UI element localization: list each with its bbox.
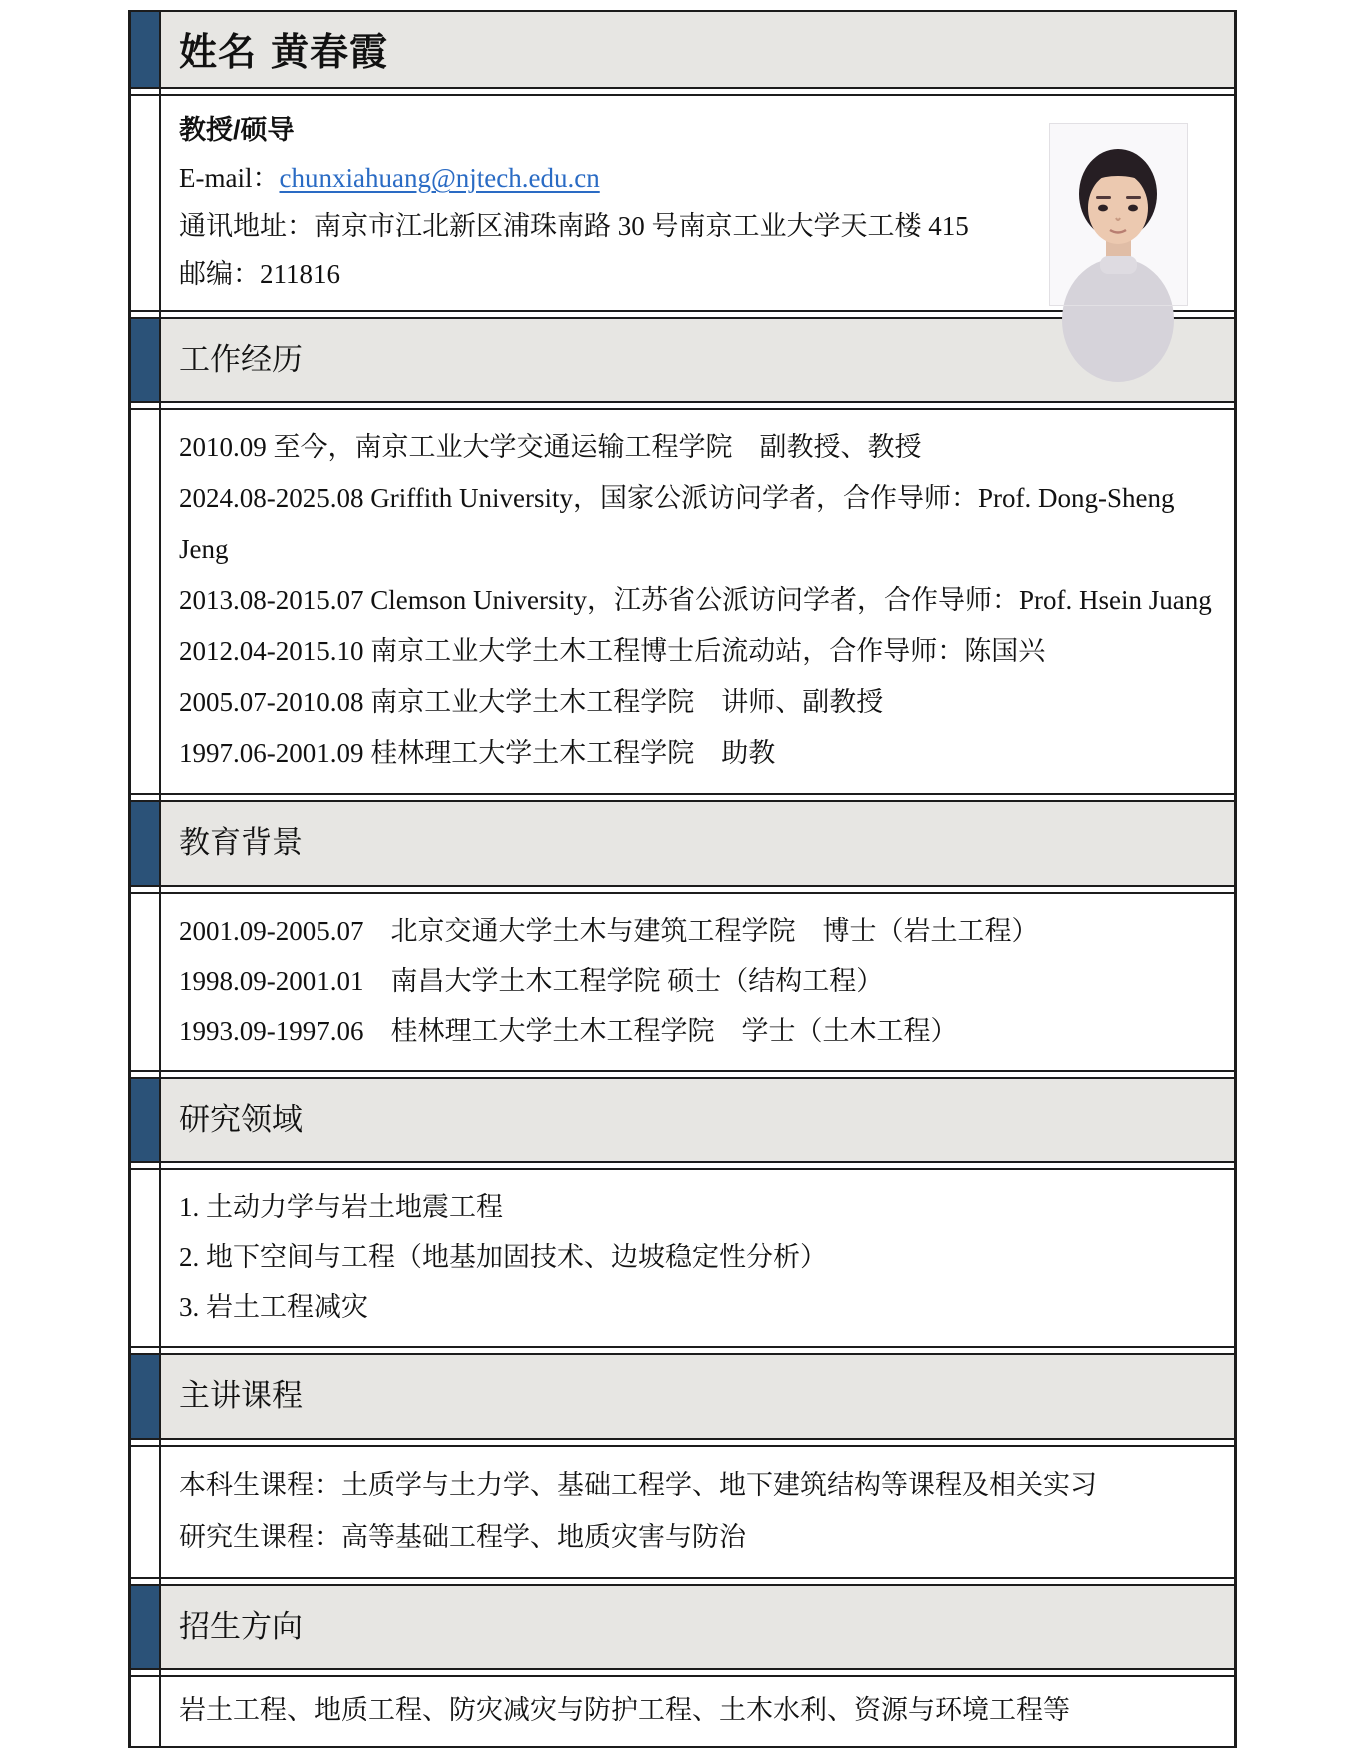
marker-cell <box>128 1677 161 1746</box>
courses-list <box>161 1447 1237 1577</box>
section-marker-blue <box>128 1586 161 1668</box>
marker-column-rule <box>159 10 161 1748</box>
admissions-item: 岩土工程、地质工程、防灾减灾与防护工程、土木水利、资源与环境工程等 <box>179 1694 1070 1725</box>
courses-header-cell <box>161 1355 1237 1437</box>
work-item: 2005.07-2010.08 南京工业大学土木工程学院 讲师、副教授 <box>179 687 884 718</box>
section-marker-blue <box>128 319 161 401</box>
research-list <box>161 1170 1237 1346</box>
contact-cell <box>161 96 1237 310</box>
education-list <box>161 894 1237 1070</box>
work-list <box>161 410 1237 793</box>
course-item: 研究生课程：高等基础工程学、地质灾害与防治 <box>179 1521 746 1552</box>
section-marker-blue <box>128 12 161 87</box>
education-header-cell <box>161 802 1237 884</box>
portrait-photo-illustration <box>1050 124 1187 305</box>
section-marker-blue <box>128 1079 161 1161</box>
email-label: E-mail： <box>179 163 280 193</box>
table-right-border <box>1234 10 1237 1748</box>
work-item: 2024.08-2025.08 Griffith University，国家公派访问学者，合作导师：Prof. Dong-Sheng Jeng <box>179 483 1175 565</box>
work-content-row <box>128 408 1237 795</box>
position-title: 教授/硕导 <box>179 115 295 145</box>
course-item: 本科生课程：土质学与土力学、基础工程学、地下建筑结构等课程及相关实习 <box>179 1469 1097 1500</box>
postcode-value: 211816 <box>260 259 340 289</box>
admissions-header-cell <box>161 1586 1237 1668</box>
section-title-work: 工作经历 <box>179 342 303 377</box>
work-item: 2010.09 至今，南京工业大学交通运输工程学院 副教授、教授 <box>179 432 922 463</box>
work-item: 2013.08-2015.07 Clemson University，江苏省公派访问学者，合作导师：Prof. Hsein Juang <box>179 585 1212 616</box>
section-marker-blue <box>128 802 161 884</box>
research-header-cell <box>161 1079 1237 1161</box>
name-header-cell <box>161 12 1237 87</box>
marker-cell <box>128 410 161 793</box>
person-name: 黄春霞 <box>271 32 389 74</box>
section-title-admissions: 招生方向 <box>179 1608 303 1644</box>
page-title <box>179 21 1219 76</box>
table-left-border <box>128 10 131 1748</box>
research-content-row <box>128 1168 1237 1348</box>
section-title-courses: 主讲课程 <box>179 1378 303 1414</box>
admissions-header-row <box>128 1584 1237 1670</box>
section-title-education: 教育背景 <box>179 825 303 861</box>
profile-table <box>128 10 1237 1748</box>
portrait-photo <box>1050 124 1187 305</box>
section-marker-blue <box>128 1355 161 1437</box>
work-item: 2012.04-2015.10 南京工业大学土木工程博士后流动站，合作导师：陈国兴 <box>179 636 1046 667</box>
research-item: 3. 岩土工程减灾 <box>179 1292 368 1323</box>
courses-content-row <box>128 1445 1237 1579</box>
education-content-row <box>128 892 1237 1072</box>
research-header-row <box>128 1077 1237 1163</box>
contact-row <box>128 94 1237 312</box>
marker-cell <box>128 1447 161 1577</box>
section-title-research: 研究领域 <box>179 1101 303 1137</box>
courses-header-row <box>128 1353 1237 1439</box>
marker-cell <box>128 1170 161 1346</box>
work-item: 1997.06-2001.09 桂林理工大学土木工程学院 助教 <box>179 738 776 769</box>
marker-cell <box>128 96 161 310</box>
marker-cell <box>128 894 161 1070</box>
education-item: 1998.09-2001.01 南昌大学土木工程学院 硕士（结构工程） <box>179 965 884 996</box>
research-item: 2. 地下空间与工程（地基加固技术、边坡稳定性分析） <box>179 1242 827 1273</box>
name-header-row <box>128 10 1237 89</box>
postcode-label: 邮编： <box>179 259 260 289</box>
research-item: 1. 土动力学与岩土地震工程 <box>179 1192 503 1223</box>
admissions-list <box>161 1677 1237 1746</box>
address-label: 通讯地址： <box>179 211 314 241</box>
admissions-content-row <box>128 1675 1237 1748</box>
name-label: 姓名 <box>179 32 258 74</box>
education-item: 2001.09-2005.07 北京交通大学土木与建筑工程学院 博士（岩土工程） <box>179 915 1039 946</box>
email-link[interactable]: chunxiahuang@njtech.edu.cn <box>279 163 600 193</box>
education-item: 1993.09-1997.06 桂林理工大学土木工程学院 学士（土木工程） <box>179 1015 958 1046</box>
education-header-row <box>128 800 1237 886</box>
address-value: 南京市江北新区浦珠南路 30 号南京工业大学天工楼 415 <box>314 211 969 241</box>
